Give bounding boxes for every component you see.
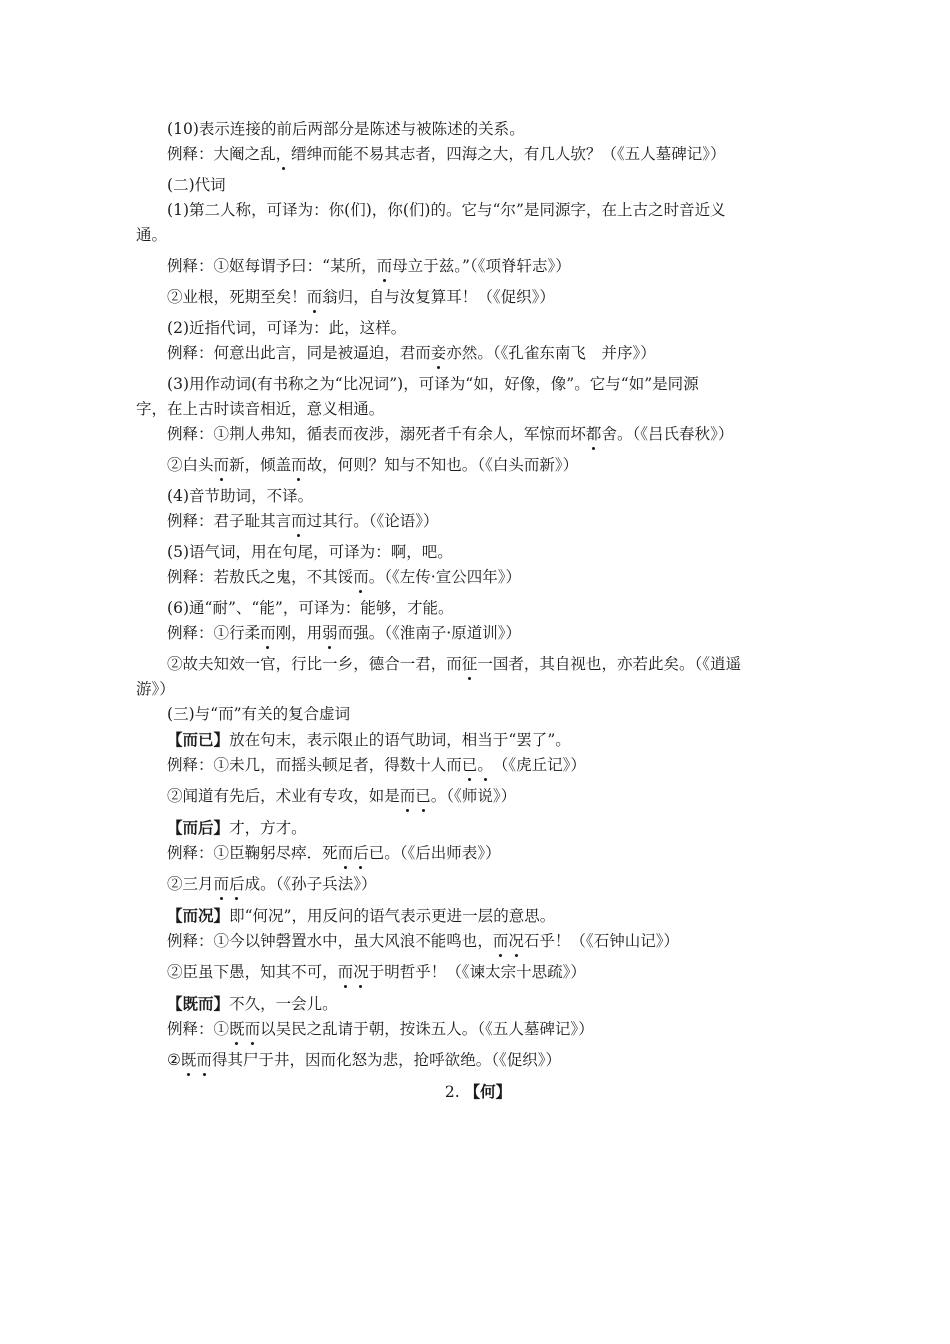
document-body bbox=[136, 119, 820, 1103]
term-label: 【 bbox=[167, 818, 183, 837]
term-label: 既 bbox=[182, 994, 199, 1013]
emphasis-char: ， bbox=[275, 145, 292, 163]
term-label: 】 bbox=[213, 730, 230, 749]
text-line: (3)用作动词(有书称之为“比况词”)，可译为“如，好像，像”。它与“如”是同源 bbox=[167, 375, 699, 393]
line-spacer bbox=[136, 895, 820, 905]
text-line: (二)代词 bbox=[167, 176, 226, 194]
text-line: 例释：①今以钟磬置水中，虽大风浪不能鸣也，而况石乎！（《石钟山记》） bbox=[167, 932, 680, 950]
term-label: 后 bbox=[198, 818, 214, 837]
text-line: 例释：①未几，而摇头顿足者，得数十人而已。（《虎丘记》） bbox=[167, 756, 586, 774]
term-label: 况 bbox=[198, 906, 214, 925]
emphasis-char: 而 bbox=[213, 456, 230, 474]
term-label: 【 bbox=[464, 1082, 481, 1101]
term-label: 】 bbox=[213, 994, 230, 1013]
text-line: ②既而得其尸于井，因而化怒为悲，抢呼欲绝。（《促织》） bbox=[167, 1051, 562, 1069]
text-line: (4)音节助词，不译。 bbox=[167, 487, 314, 505]
line-spacer bbox=[136, 864, 820, 874]
text-line: (2)近指代词，可译为：此，这样。 bbox=[167, 319, 407, 337]
emphasis-char: 而 bbox=[196, 1051, 212, 1069]
emphasis-char: 而 bbox=[353, 568, 369, 586]
emphasis-char: 而 bbox=[306, 288, 323, 306]
term-label: 已 bbox=[198, 730, 214, 749]
text-line: 例释：大阉之乱，缙绅而能不易其志者，四海之大，有几人欤？（《五人墓碑记》） bbox=[167, 145, 726, 163]
line-spacer bbox=[136, 445, 820, 455]
emphasis-char: 而 bbox=[399, 787, 416, 805]
line-spacer bbox=[136, 644, 820, 654]
term-label: 而 bbox=[182, 906, 199, 925]
text-line: ②故夫知效一官，行比一乡，德合一君，而征一国者，其自视也，亦若此矣。（《逍遥 bbox=[167, 655, 742, 673]
emphasis-char: 而 bbox=[244, 1020, 261, 1038]
text-line: ②闻道有先后，术业有专攻，如是而已。（《师说》） bbox=[167, 787, 517, 805]
line-spacer bbox=[136, 983, 820, 993]
term-label: 而 bbox=[198, 994, 214, 1013]
emphasis-char: 而 bbox=[260, 624, 276, 642]
text-line: (1)第二人称，可译为：你(们)，你(们)的。它与“尔”是同源字，在上古之时音近义 bbox=[167, 201, 726, 219]
text-line: 例释：①荆人弗知，循表而夜涉，溺死者千有余人，军惊而坏都舍。（《吕氏春秋》） bbox=[167, 425, 734, 443]
text-line: (6)通“耐”、“能”，可译为：能够，才能。 bbox=[167, 599, 454, 617]
text-line: 例释：何意出此言，同是被逼迫，君而妾亦然。（《孔雀东南飞 并序》） bbox=[167, 344, 656, 362]
text-line: 例释：君子耻其言而过其行。（《论语》） bbox=[167, 512, 439, 530]
term-label: 【 bbox=[167, 730, 183, 749]
emphasis-char: 而 bbox=[337, 963, 354, 981]
line-spacer bbox=[136, 807, 820, 817]
line-spacer bbox=[136, 277, 820, 287]
line-spacer bbox=[136, 1071, 820, 1081]
text-line: 【而后】才，方才。 bbox=[167, 818, 307, 837]
term-label: 而 bbox=[182, 730, 199, 749]
emphasis-char: 而 bbox=[291, 512, 307, 530]
emphasis-char: 况 bbox=[353, 963, 369, 981]
line-spacer bbox=[136, 246, 820, 256]
emphasis-char: 而 bbox=[291, 456, 307, 474]
text-line: 【既而】不久，一会儿。 bbox=[167, 994, 338, 1013]
emphasis-char: 而 bbox=[376, 257, 393, 275]
emphasis-char: 既 bbox=[229, 1020, 245, 1038]
text-line: 例释：①既而以吴民之乱请于朝，按诛五人。（《五人墓碑记》） bbox=[167, 1020, 594, 1038]
emphasis-char: 弱 bbox=[322, 624, 338, 642]
emphasis-char: 妾 bbox=[430, 344, 447, 362]
emphasis-char: 征 bbox=[461, 655, 478, 673]
text-line: ②臣虽下愚，知其不可，而况于明哲乎！（《谏太宗十思疏》） bbox=[167, 963, 586, 981]
line-spacer bbox=[136, 952, 820, 962]
emphasis-char: 况 bbox=[508, 932, 524, 950]
text-line: 例释：①行柔而刚，用弱而强。（《淮南子·原道训》） bbox=[167, 624, 522, 642]
emphasis-char: 已 bbox=[415, 787, 431, 805]
line-spacer bbox=[136, 308, 820, 318]
emphasis-char: 后 bbox=[353, 844, 369, 862]
line-spacer bbox=[136, 588, 820, 598]
term-label: 而 bbox=[182, 818, 199, 837]
text-line: (5)语气词，用在句尾，可译为：啊，吧。 bbox=[167, 543, 453, 561]
text-line: (三)与“而”有关的复合虚词 bbox=[167, 705, 351, 723]
emphasis-char: 既 bbox=[180, 1051, 197, 1069]
text-line: 例释：①臣鞠躬尽瘁．死而后已。（《后出师表》） bbox=[167, 844, 501, 862]
term-label: 何 bbox=[480, 1082, 496, 1101]
emphasis-char: 已 bbox=[461, 756, 478, 774]
text-line: 例释：①妪每谓予曰：“某所，而母立于兹。”（《项脊轩志》） bbox=[167, 257, 571, 275]
text-line: ②业根，死期至矣！而翁归，自与汝复算耳！（《促织》） bbox=[167, 288, 555, 306]
text-line: 【而已】放在句末，表示限止的语气助词，相当于“罢了”。 bbox=[167, 730, 571, 749]
term-label: 【 bbox=[167, 906, 183, 925]
emphasis-char: 。 bbox=[477, 756, 493, 774]
line-spacer bbox=[136, 776, 820, 786]
line-spacer bbox=[136, 532, 820, 542]
line-spacer bbox=[136, 476, 820, 486]
term-label: 】 bbox=[213, 818, 230, 837]
text-line: 通。 bbox=[136, 226, 168, 244]
text-line: ②白头而新，倾盖而故，何则？知与不知也。（《白头而新》） bbox=[167, 456, 579, 474]
emphasis-char: 而 bbox=[213, 875, 230, 893]
line-spacer bbox=[136, 1040, 820, 1050]
line-spacer bbox=[136, 364, 820, 374]
term-label: 】 bbox=[213, 906, 230, 925]
term-label: 】 bbox=[495, 1082, 512, 1101]
text-line: 【而况】即“何况”，用反问的语气表示更进一层的意思。 bbox=[167, 906, 556, 925]
emphasis-char: 而 bbox=[492, 932, 509, 950]
text-line: 2. 【何】 bbox=[444, 1082, 512, 1101]
line-spacer bbox=[136, 165, 820, 175]
text-line: 游》） bbox=[136, 680, 175, 698]
text-line: (10)表示连接的前后两部分是陈述与被陈述的关系。 bbox=[167, 120, 525, 138]
text-line: 例释：若敖氏之鬼，不其馁而。（《左传·宣公四年》） bbox=[167, 568, 522, 586]
text-line: 字，在上古时读音相近，意义相通。 bbox=[136, 400, 385, 418]
text-line: ②三月而后成。（《孙子兵法》） bbox=[167, 875, 377, 893]
term-label: 【 bbox=[167, 994, 183, 1013]
emphasis-char: 都 bbox=[585, 425, 602, 443]
emphasis-char: 后 bbox=[229, 875, 245, 893]
emphasis-char: 而 bbox=[337, 844, 354, 862]
